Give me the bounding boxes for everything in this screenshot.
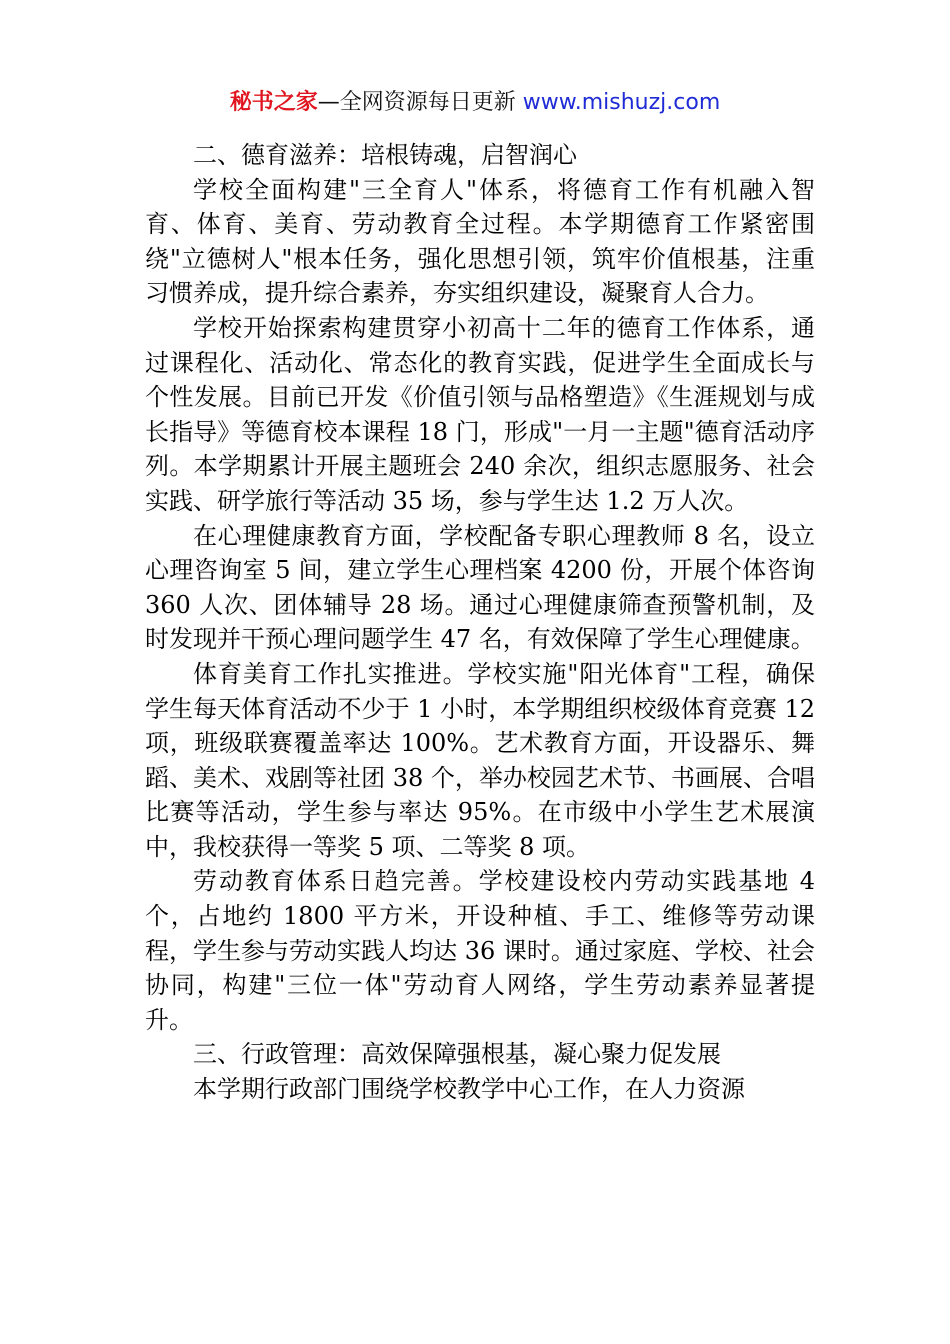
paragraph-sports-arts: 体育美育工作扎实推进。学校实施"阳光体育"工程，确保学生每天体育活动不少于 1 小时，本学期组织校级体育竞赛 12 项，班级联赛覆盖率达 100%。艺术教育方面，开设器乐、舞蹈、美术、戏剧等社团 38 个，举办校园艺术节、书画展、合唱比赛等活动，学生参与率达 95%。在市级中小学生艺术展演中，我校获得一等奖 5 项、二等奖 8 项。: [145, 659, 815, 861]
section-heading-administration: 三、行政管理：高效保障强根基，凝心聚力促发展: [193, 1040, 721, 1069]
section-heading-moral-education: 二、德育滋养：培根铸魂，启智润心: [193, 141, 577, 169]
paragraph-moral-system: 学校开始探索构建贯穿小初高十二年的德育工作体系，通过课程化、活动化、常态化的教育实践，促进学生全面成长与个性发展。目前已开发《价值引领与品格塑造》《生涯规划与成长指导》等德育校本课程 18 门，形成"一月一主题"德育活动序列。本学期累计开展主题班会 240 余次，组织志愿服务、社会实践、研学旅行等活动 35 场，参与学生达 1.2 万人次。: [145, 313, 815, 515]
banner-slogan: —全网资源每日更新: [317, 90, 523, 115]
paragraph-three-all-education: 学校全面构建"三全育人"体系，将德育工作有机融入智育、体育、美育、劳动教育全过程。本学期德育工作紧密围绕"立德树人"根本任务，强化思想引领，筑牢价值根基，注重习惯养成，提升综合素养，夯实组织建设，凝聚育人合力。: [145, 175, 815, 308]
site-url-link[interactable]: www.mishuzj.com: [522, 90, 721, 115]
brand-name: 秘书之家: [229, 90, 318, 115]
paragraph-administration: 本学期行政部门围绕学校教学中心工作，在人力资源: [193, 1075, 745, 1104]
site-banner: [0, 86, 950, 120]
paragraph-labor-education: 劳动教育体系日趋完善。学校建设校内劳动实践基地 4 个，占地约 1800 平方米，开设种植、手工、维修等劳动课程，学生参与劳动实践人均达 36 课时。通过家庭、学校、社会协同，构建"三位一体"劳动育人网络，学生劳动素养显著提升。: [145, 867, 815, 1034]
paragraph-mental-health: 在心理健康教育方面，学校配备专职心理教师 8 名，设立心理咨询室 5 间，建立学生心理档案 4200 份，开展个体咨询 360 人次、团体辅导 28 场。通过心理健康筛查预警机制，及时发现并干预心理问题学生 47 名，有效保障了学生心理健康。: [145, 521, 815, 654]
document-body: [145, 138, 815, 1107]
